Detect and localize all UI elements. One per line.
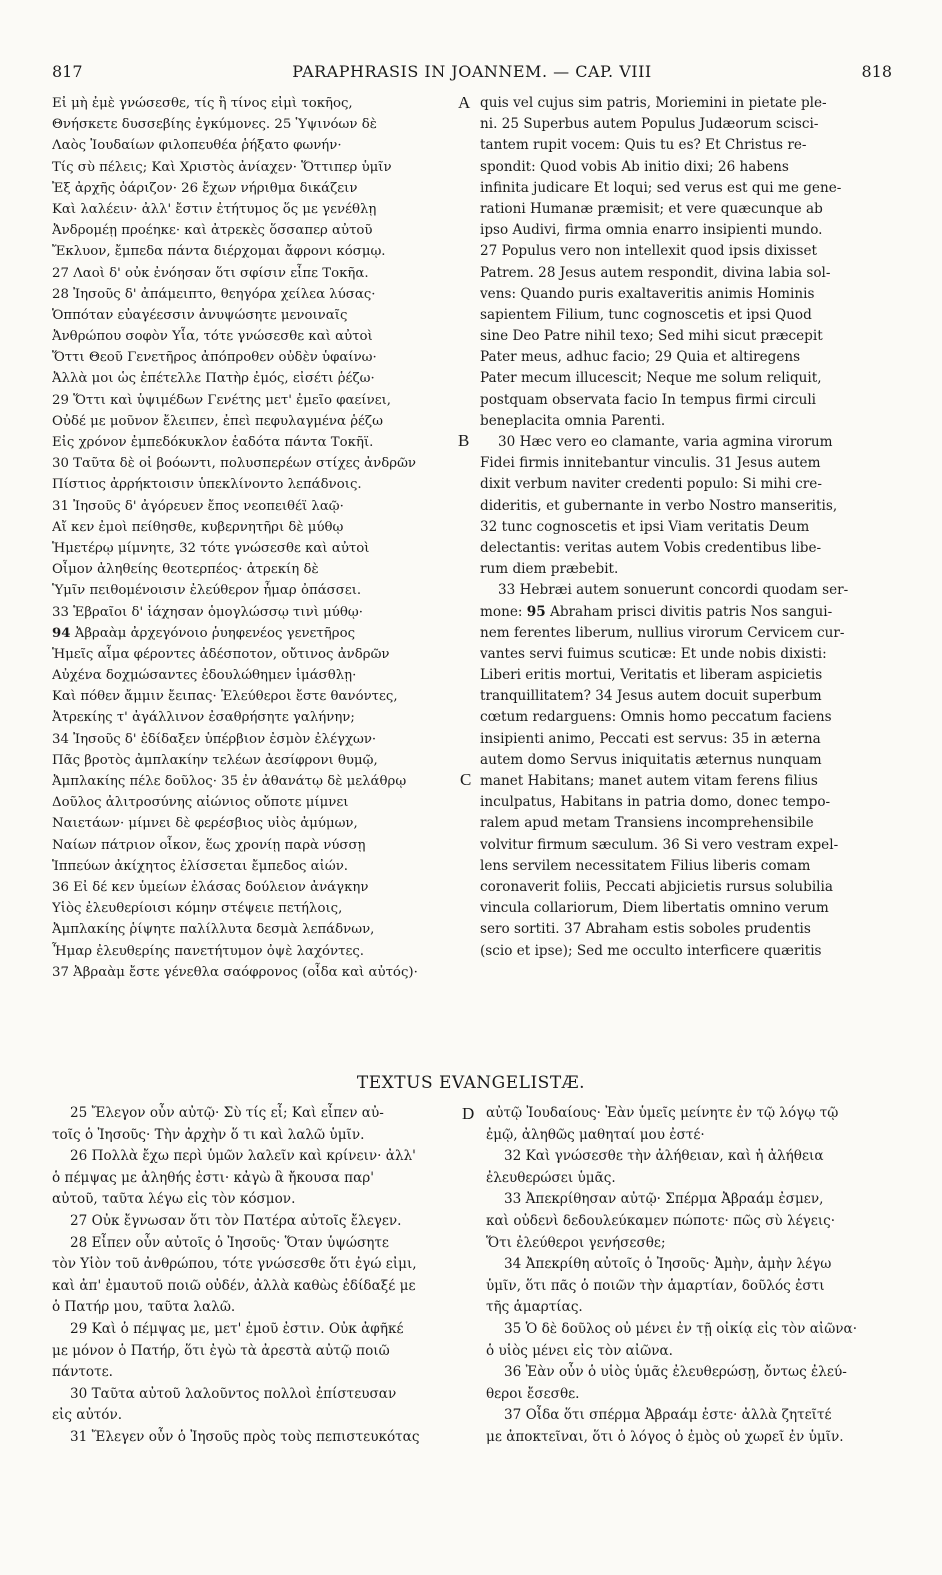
text-line: 30 Ταῦτα δὲ οἱ βοόωντι, πολυσπερέων στίχες ἀνδρῶν <box>52 456 416 472</box>
text-line: 35 Ὁ δὲ δοῦλος οὐ μένει ἐν τῇ οἰκίᾳ εἰς τὸν αἰῶνα· <box>504 1320 858 1337</box>
text-line: quis vel cujus sim patris, Moriemini in pietate ple- <box>480 95 827 111</box>
text-line: 37 Οἶδα ὅτι σπέρμα Ἀβραάμ ἐστε· ἀλλὰ ζητεῖτέ <box>504 1407 832 1424</box>
text-line: dixit verbum naviter credenti populo: Si mihi cre- <box>480 476 822 493</box>
text-line: τὸν Υἱὸν τοῦ ἀνθρώπου, τότε γνώσεσθε ὅτι ἐγώ εἰμι, <box>52 1256 417 1273</box>
text-line: 32 tunc cognoscetis et ipsi Viam veritatis Deum <box>480 518 810 535</box>
marker-number: 94 <box>52 625 71 641</box>
text-line: ὁ πέμψας με ἀληθής ἐστι· κἀγὼ ἃ ἤκουσα παρ' <box>52 1169 374 1186</box>
running-head <box>52 62 892 86</box>
text-line: Ἐξ ἀρχῆς ὀάριζον· 26 ἔχων νήριθμα δικάζειν <box>52 180 358 196</box>
latin-paraphrase-column <box>480 93 892 962</box>
text-line: με ἀποκτεῖναι, ὅτι ὁ λόγος ὁ ἐμὸς οὐ χωρεῖ ἐν ὑμῖν. <box>486 1428 844 1445</box>
text-line: Ὅττι Θεοῦ Γενετῆρος ἀπόπροθεν οὐδὲν ὑφαίνω· <box>52 350 377 366</box>
text-line: mone: 95 Abraham prisci divitis patris Nos sangui- <box>480 603 833 620</box>
text-line: Ἀτρεκίης τ' ἀγάλλινον ἐσαθρήσητε γαλήνην; <box>52 710 355 726</box>
text-line: ὁ υἱὸς μένει εἰς τὸν αἰῶνα. <box>486 1342 674 1359</box>
text-line: 29 Καὶ ὁ πέμψας με, μετ' ἐμοῦ ἐστιν. Οὐκ ἀφῆκέ <box>70 1320 404 1337</box>
text-line: Ἀνθρώπου σοφὸν Υἷα, τότε γνώσεσθε καὶ αὐτοὶ <box>52 329 373 345</box>
text-line: Liberi eritis mortui, Veritatis et liberam aspicietis <box>480 667 823 684</box>
text-line: ἐμῷ, ἀληθῶς μαθηταί μου ἐστέ· <box>486 1126 705 1143</box>
text-line: 27 Οὐκ ἔγνωσαν ὅτι τὸν Πατέρα αὐτοῖς ἔλεγεν. <box>70 1212 402 1229</box>
text-line: manet Habitans; manet autem vitam ferens filius <box>480 773 818 789</box>
margin-letter-d: D <box>462 1104 475 1123</box>
text-line: Ἦμαρ ἐλευθερίης πανετήτυμον ὀψὲ λαχόντες. <box>52 943 365 959</box>
text-line: delectantis: veritas autem Vobis credentibus libe- <box>480 539 822 556</box>
text-line: Ἀμπλακίης ῥίψητε παλίλλυτα δεσμὰ λεπάδνων, <box>52 922 375 938</box>
text-line: με μόνον ὁ Πατήρ, ὅτι ἐγὼ τὰ ἀρεστὰ αὐτῷ ποιῶ <box>52 1342 390 1359</box>
text-line: Ἡμετέρῳ μίμνητε, 32 τότε γνώσεσθε καὶ αὐτοὶ <box>52 540 370 556</box>
text-line: inculpatus, Habitans in patria domo, donec tempo- <box>480 794 831 811</box>
text-line: Ὁππόταν εὐαγέεσσιν ἀνυψώσητε μενοιναῖς <box>52 307 348 323</box>
text-line: Υἱὸς ἐλευθερίοισι κόμην στέψειε πετήλοις, <box>52 901 343 917</box>
text-line: rationi Humanæ præmisit; et vere quæcunque ab <box>480 200 823 217</box>
text-line: Ἡμεῖς αἷμα φέροντες ἀδέσποτον, οὔτινος ἀνδρῶν <box>52 646 390 662</box>
text-line: Καὶ λαλέειν· ἀλλ' ἔστιν ἐτήτυμος ὅς με γενέθλῃ <box>52 201 377 217</box>
text-line: Pater meus, adhuc facio; 29 Quia et altiregens <box>480 349 801 366</box>
text-line: Ναίων πάτριον οἶκον, ἕως χρονίῃ παρὰ νύσσῃ <box>52 837 366 853</box>
text-line: 34 Ἀπεκρίθη αὐτοῖς ὁ Ἰησοῦς· Ἀμὴν, ἀμὴν λέγω <box>504 1256 832 1273</box>
text-line: Τίς σὺ πέλεις; Καὶ Χριστὸς ἀνίαχεν· Ὅττιπερ ὑμῖν <box>52 159 392 175</box>
greek-verse-column <box>52 93 457 983</box>
section-title: TEXTUS EVANGELISTÆ. <box>356 1073 586 1093</box>
text-line: Οἶμον ἀληθείης θεοτερπέος· ἀτρεκίη δὲ <box>52 562 319 578</box>
page-number-right: 818 <box>861 62 892 81</box>
text-line: 33 Hebræi autem sonuerunt concordi quodam ser- <box>498 582 849 599</box>
text-line: Πίστιος ἀρρήκτοισιν ὑπεκλίνοντο λεπάδνοις. <box>52 477 362 493</box>
text-line: αὐτῷ Ἰουδαίους· Ἐὰν ὑμεῖς μείνητε ἐν τῷ λόγῳ τῷ <box>486 1105 839 1121</box>
text-line: 25 Ἔλεγον οὖν αὐτῷ· Σὺ τίς εἶ; Καὶ εἶπεν αὐ- <box>70 1105 384 1121</box>
gospel-text-left-column <box>52 1103 460 1449</box>
text-line: volvitur firmum sæculum. 36 Si vero vestram expel- <box>480 836 839 853</box>
text-line: Patrem. 28 Jesus autem respondit, divina labia sol- <box>480 264 831 281</box>
text-line: θεροι ἔσεσθε. <box>486 1385 580 1402</box>
text-line: 32 Καὶ γνώσεσθε τὴν ἀλήθειαν, καὶ ἡ ἀλήθεια <box>504 1148 824 1165</box>
text-line: Ἱππεύων ἀκίχητος ἐλίσσεται ἔμπεδος αἰών. <box>52 858 349 874</box>
text-line: 30 Ταῦτα αὐτοῦ λαλοῦντος πολλοὶ ἐπίστευσαν <box>70 1385 397 1402</box>
margin-letter-b: B <box>458 431 470 450</box>
text-line: Λαὸς Ἰουδαίων φιλοπευθέα ῥήξατο φωνήν· <box>52 138 342 154</box>
text-line: vantes servi fuimus scuticæ: Et unde nobis dixisti: <box>480 645 827 662</box>
text-line: ipso Audivi, firma omnia enarro insipienti mundo. <box>480 222 823 239</box>
text-line: Αἴ κεν ἐμοὶ πείθησθε, κυβερνητῆρι δὲ μύθῳ <box>52 519 344 535</box>
text-line: καὶ ἀπ' ἐμαυτοῦ ποιῶ οὐδέν, ἀλλὰ καθὼς ἐδίδαξέ με <box>52 1277 416 1294</box>
text-line: autem domo Servus iniquitatis æternus nunquam <box>480 751 822 768</box>
text-line: Ὑμῖν πειθομένοισιν ἐλεύθερον ἦμαρ ὀπάσσει. <box>52 583 362 599</box>
text-line: 31 Ἰησοῦς δ' ἀγόρευεν ἔπος νεοπειθέϊ λαῷ· <box>52 498 344 514</box>
text-line: insipienti animo, Peccati est servus: 35 in æterna <box>480 730 821 747</box>
text-line: 28 Ἰησοῦς δ' ἀπάμειπτο, θεηγόρα χείλεα λύσας· <box>52 286 376 302</box>
text-line: Αὐχένα δοχμώσαντες ἐδουλώθημεν ἱμάσθλῃ· <box>52 668 357 684</box>
text-line: tantem rupit vocem: Quis tu es? Et Christus re- <box>480 137 807 154</box>
text-line: καὶ οὐδενὶ δεδουλεύκαμεν πώποτε· πῶς σὺ λέγεις· <box>486 1212 836 1229</box>
text-line: 28 Εἶπεν οὖν αὐτοῖς ὁ Ἰησοῦς· Ὅταν ὑψώσητε <box>70 1234 389 1251</box>
text-line: Pater mecum illucescit; Neque me solum reliquit, <box>480 370 822 387</box>
text-line: ni. 25 Superbus autem Populus Judæorum scisci- <box>480 116 819 133</box>
marker-number: 95 <box>526 603 546 620</box>
text-line: πάντοτε. <box>52 1364 113 1381</box>
text-line: Ἀλλὰ μοι ὡς ἐπέτελλε Πατὴρ ἐμός, εἰσέτι ῥέζω· <box>52 371 375 387</box>
text-line: vincula collariorum, Diem libertatis omnino verum <box>480 900 829 917</box>
text-line: sero sortiti. 37 Abraham estis soboles prudentis <box>480 921 811 938</box>
text-line: 37 Ἀβραὰμ ἔστε γένεθλα σαόφρονος (οἶδα καὶ αὐτός)· <box>52 964 418 980</box>
text-line: 27 Populus vero non intellexit quod ipsis dixisset <box>480 243 818 260</box>
text-line: vens: Quando puris exaltaveritis animis Hominis <box>480 285 815 302</box>
text-line: 36 Ἐὰν οὖν ὁ υἱὸς ὑμᾶς ἐλευθερώσῃ, ὄντως ἐλεύ- <box>504 1364 847 1381</box>
text-line: 30 Hæc vero eo clamante, varia agmina virorum <box>498 434 833 450</box>
text-line: cœtum redarguens: Omnis homo peccatum faciens <box>480 709 832 726</box>
text-line: Ναιετάων· μίμνει δὲ φερέσβιος υἱὸς ἀμύμων, <box>52 816 358 832</box>
text-line: 34 Ἰησοῦς δ' ἐδίδαξεν ὑπέρβιον ἐσμὸν ἐλέγχων· <box>52 731 377 747</box>
text-line: 31 Ἔλεγεν οὖν ὁ Ἰησοῦς πρὸς τοὺς πεπιστευκότας <box>70 1428 420 1445</box>
text-line: Εἰς χρόνον ἐμπεδόκυκλον ἑαδότα πάντα Τοκῆϊ. <box>52 435 374 450</box>
text-line: Θνήσκετε δυσσεβίης ἐγκύμονες. 25 Ὑψινόων δὲ <box>52 117 377 133</box>
text-line: dideritis, et gubernante in verbo Nostro manseritis, <box>480 497 838 514</box>
page-number-left: 817 <box>52 62 83 81</box>
text-line: rum diem præbebit. <box>480 561 619 578</box>
text-line: Καὶ πόθεν ἄμμιν ἔειπας· Ἐλεύθεροι ἔστε θανόντες, <box>52 689 398 705</box>
text-line: ὑμῖν, ὅτι πᾶς ὁ ποιῶν τὴν ἁμαρτίαν, δοῦλός ἐστι <box>486 1277 825 1294</box>
text-line: nem ferentes liberum, nullius virorum Cervicem cur- <box>480 624 845 641</box>
text-line: Ἔκλυον, ἔμπεδα πάντα διέρχομαι ἄφρονι κόσμῳ. <box>52 244 386 260</box>
text-line: ἐλευθερώσει ὑμᾶς. <box>486 1169 616 1186</box>
gospel-text-right-column <box>486 1103 892 1449</box>
text-line: infinita judicare Et loqui; sed verus est qui me gene- <box>480 179 842 196</box>
text-line: Ἀμπλακίης πέλε δοῦλος· 35 ἐν ἀθανάτῳ δὲ μελάθρῳ <box>52 774 407 789</box>
text-line: tranquillitatem? 34 Jesus autem docuit superbum <box>480 688 822 705</box>
text-line: αὐτοῦ, ταῦτα λέγω εἰς τὸν κόσμον. <box>52 1191 296 1208</box>
text-line: beneplacita omnia Parenti. <box>480 412 666 429</box>
text-line: sapientem Filium, tunc cognoscetis et ipsi Quod <box>480 306 812 323</box>
text-line: Fidei firmis innitebantur vinculis. 31 Jesus autem <box>480 455 821 472</box>
text-line: sine Deo Patre nihil texo; Sed mihi sicut præcepit <box>480 328 823 345</box>
text-line: Δοῦλος ἀλιτροσύνης αἰώνιος οὔποτε μίμνει <box>52 795 349 811</box>
text-line: 27 Λαοὶ δ' οὐκ ἐνόησαν ὅτι σφίσιν εἶπε Τοκῆα. <box>52 265 369 281</box>
text-line: 33 Ἀπεκρίθησαν αὐτῷ· Σπέρμα Ἀβραάμ ἐσμεν, <box>504 1191 824 1208</box>
text-line: ralem apud metam Transiens incomprehensibile <box>480 815 814 832</box>
text-line: Ἀνδρομέῃ προέηκε· καὶ ἀτρεκὲς ὅσσαπερ αὐτοῦ <box>52 223 373 239</box>
text-line: coronaverit foliis, Peccati abjicietis rursus solubilia <box>480 878 833 895</box>
text-line: Εἰ μὴ ἐμὲ γνώσεσθε, τίς ἢ τίνος εἰμὶ τοκῆος, <box>52 96 353 111</box>
text-line: Ὅτι ἐλεύθεροι γενήσεσθε; <box>486 1234 666 1251</box>
margin-letter-a: A <box>458 93 471 112</box>
text-line: 26 Πολλὰ ἔχω περὶ ὑμῶν λαλεῖν καὶ κρίνειν· ἀλλ' <box>70 1148 416 1165</box>
text-line: Οὐδέ με μοῦνον ἔλειπεν, ἐπεὶ πεφυλαγμένα ῥέζω <box>52 413 383 429</box>
text-line: ὁ Πατήρ μου, ταῦτα λαλῶ. <box>52 1299 236 1316</box>
text-line: (scio et ipse); Sed me occulto interficere quæritis <box>480 942 822 959</box>
text-line: 29 Ὅττι καὶ ὑψιμέδων Γενέτης μετ' ἐμεῖο φαείνει, <box>52 392 392 408</box>
text-line: τοῖς ὁ Ἰησοῦς· Τὴν ἀρχὴν ὅ τι καὶ λαλῶ ὑμῖν. <box>52 1126 365 1143</box>
text-line: 94 Ἀβραὰμ ἀρχεγόνοιο ῥυηφενέος γενετῆρος <box>52 625 356 641</box>
text-line: 33 Ἑβραῖοι δ' ἰάχησαν ὁμογλώσσῳ τινὶ μύθῳ· <box>52 604 363 620</box>
text-line: lens servilem necessitatem Filius liberis comam <box>480 857 811 874</box>
text-line: Πᾶς βροτὸς ἀμπλακίην τελέων ἀεσίφρονι θυμῷ, <box>52 752 378 768</box>
text-line: 36 Εἰ δέ κεν ὑμείων ἐλάσας δούλειον ἀνάγκην <box>52 879 369 895</box>
running-title: PARAPHRASIS IN JOANNEM. — CAP. VIII <box>292 62 652 81</box>
margin-letter-c: C <box>460 770 472 789</box>
text-line: τῆς ἁμαρτίας. <box>486 1299 583 1316</box>
text-line: εἰς αὐτόν. <box>52 1407 123 1424</box>
text-line: postquam observata facio In tempus firmi circuli <box>480 391 817 408</box>
text-line: spondit: Quod vobis Ab initio dixi; 26 habens <box>480 158 789 175</box>
